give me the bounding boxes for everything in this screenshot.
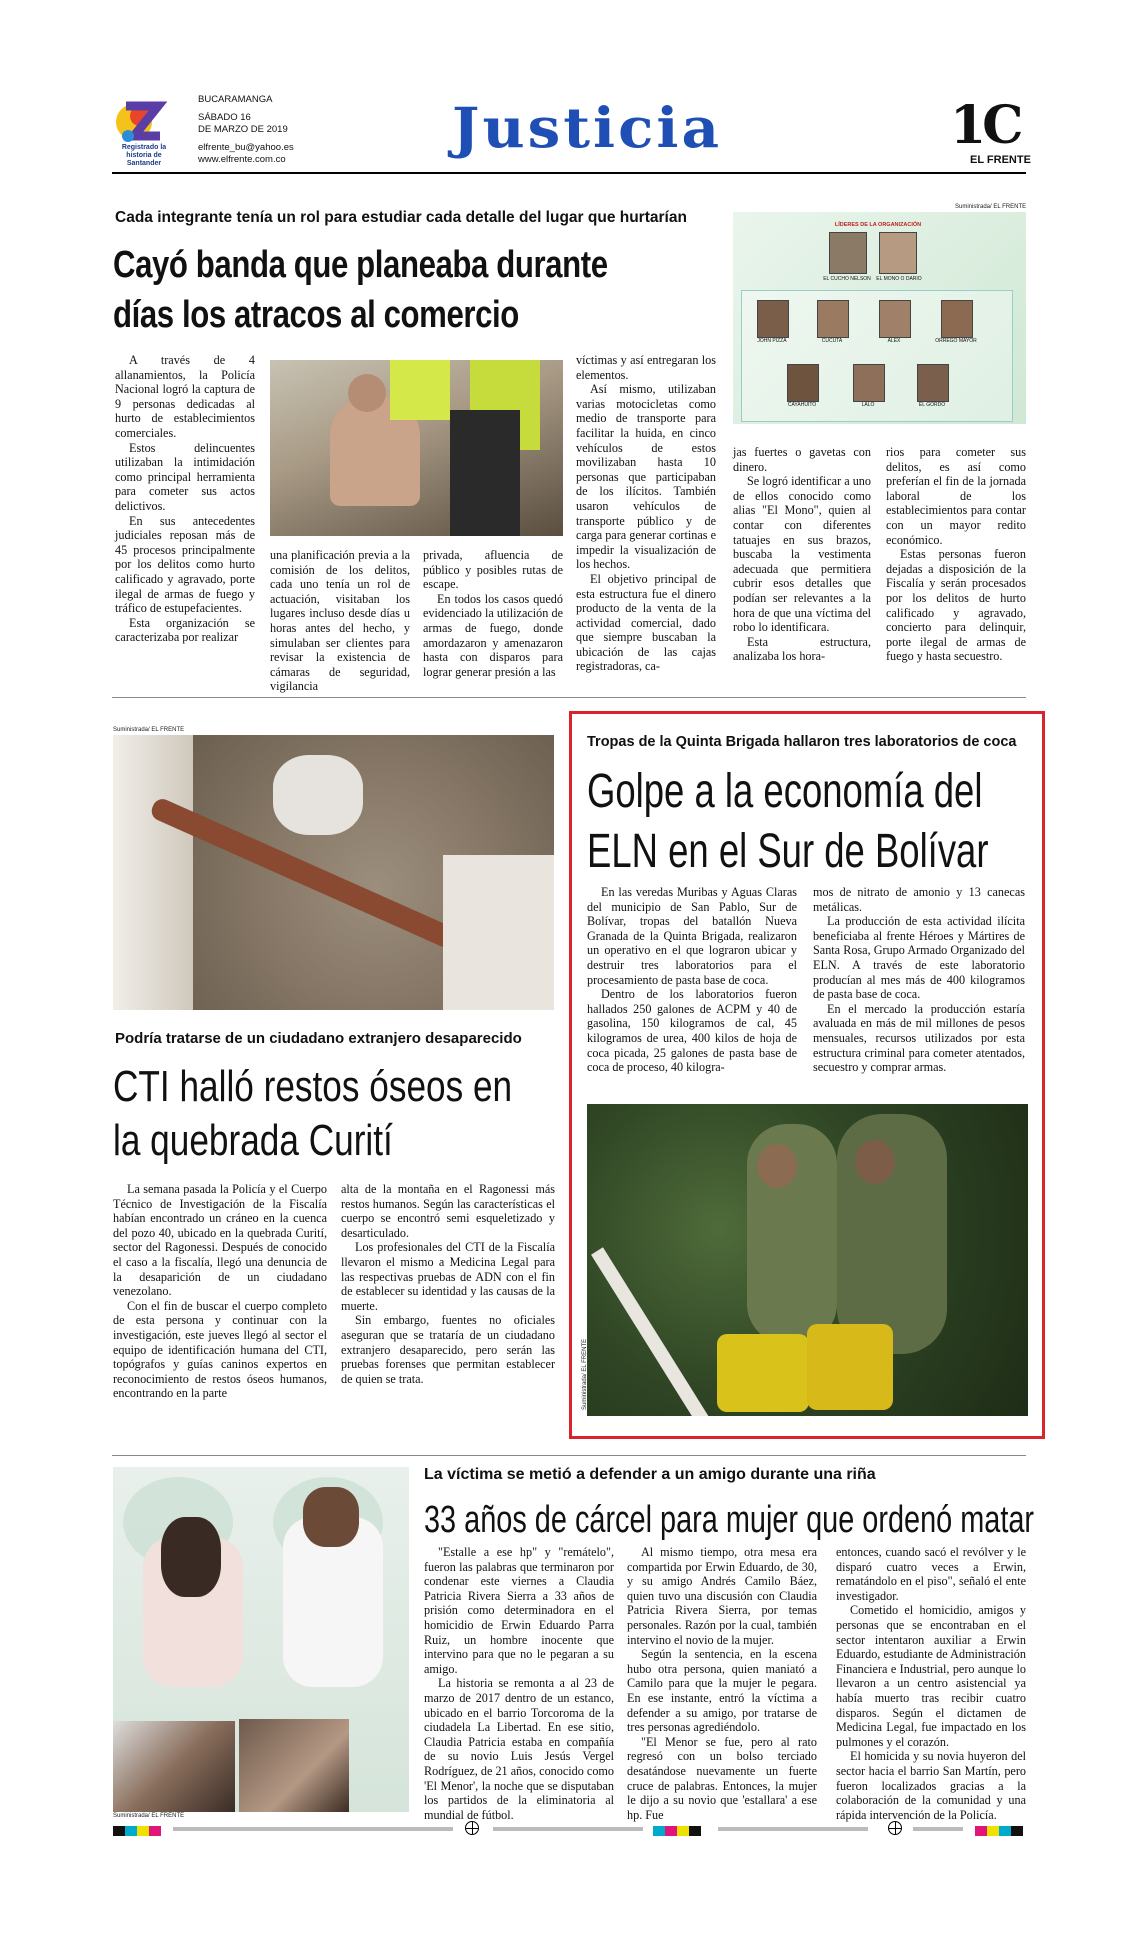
story1-para: A través de 4 allanamientos, la Policía Nacional logró la captura de 9 personas dedicadas al hurto de establecimientos comerciales. xyxy=(115,353,255,440)
section-divider xyxy=(112,1455,1026,1456)
story1-para: En sus antecedentes judiciales reposan más de 45 procesos principalmente por los delitos como hurto calificado y agravado, porte ilegal de armas de fuego y tráfico de estupefacientes. xyxy=(115,513,255,616)
logo xyxy=(112,96,192,170)
story3-para: En el mercado la producción estaría avaluada en más de mil millones de pesos mensuales, recursos utilizados por esta estructura criminal para cometer atentados, secuestro y comprar armas. xyxy=(813,1001,1025,1075)
story4-column-2 xyxy=(627,1545,817,1822)
story1-para: rios para cometer sus delitos, es así como preferían el fin de la jornada laboral de los establecimientos para contar con un mayor redito económico. xyxy=(886,445,1026,547)
member-photo xyxy=(941,300,973,338)
story3-photo xyxy=(587,1104,1028,1416)
story1-para: En todos los casos quedó evidenciado la utilización de armas de fuego, donde amordazaron y amenazaron hasta con disparos para lograr generar presión a las xyxy=(423,591,563,679)
story4-para: El homicida y su novia huyeron del sector hacia el barrio San Martín, pero fueron localizados gracias a la colaboración de la comunidad y una rápida intervención de la Policía. xyxy=(836,1749,1026,1822)
story3-kicker: Tropas de la Quinta Brigada hallaron tres laboratorios de coca xyxy=(587,734,1017,750)
story2-para: alta de la montaña en el Ragonessi más restos humanos. Según las características el cuerpo se encontró semi esqueletizado y desarticulado. xyxy=(341,1182,555,1240)
story3-column-1 xyxy=(587,885,797,1075)
story3-headline-line1: Golpe a la economía del xyxy=(587,765,983,818)
story4-para: La historia se remonta a al 23 de marzo de 2017 dentro de un estanco, ubicado en el barrio Torcoroma de la ciudadela La Libertad. En ese sitio, Claudia Patricia estaba en compañía de su novio Luis Jesús Vergel Rodríguez, de 21 años, conocido como 'El Menor', la noche que se disputaban los partidos de la eliminatoria al mundial de fútbol. xyxy=(424,1676,614,1822)
story1-column-6 xyxy=(886,445,1026,664)
story1-para: privada, afluencia de público y posibles rutas de escape. xyxy=(423,548,563,592)
page-number: 1C xyxy=(950,95,1020,156)
masthead-info xyxy=(198,94,294,166)
story1-para: Se logró identificar a uno de ellos conocido como alias "El Mono", quien al contar con diferentes tatuajes en sus brazos, buscaba la vestimenta adecuada que permitiera cubrir esos detalles que podían ser relevantes a la hora de que una víctima del robo lo identificara. xyxy=(733,474,871,635)
member-photo xyxy=(817,300,849,338)
story4-headline: 33 años de cárcel para mujer que ordenó matar xyxy=(424,1499,1035,1541)
story1-para: Estos delincuentes utilizaban la intimidación como principal herramienta para cometer sus actos delictivos. xyxy=(115,440,255,513)
story1-para: víctimas y así entregaran los elementos. xyxy=(576,353,716,382)
masthead-website[interactable]: www.elfrente.com.co xyxy=(198,154,286,165)
story4-para: entonces, cuando sacó el revólver y le disparó cuatro veces a Erwin, rematándolo en el piso", señaló el ente investigador. xyxy=(836,1545,1026,1603)
member-name: ALEX xyxy=(887,338,901,344)
member-photo xyxy=(787,364,819,402)
story3-headline xyxy=(587,762,988,882)
story3-para: Dentro de los laboratorios fueron hallados 250 galones de ACPM y 40 de gasolina, 150 kilogramos de cal, 45 kilogramos de urea, 400 kilos de hoja de coca picada, 25 galones de pasta base de coca de proceso, 40 kilogra- xyxy=(587,987,797,1075)
story4-para: "Estalle a ese hp" y "remátelo", fueron las palabras que terminaron por condenar este viernes a Claudia Patricia Rivera Sierra a 33 años de prisión como determinadora en el homicidio de Erwin Eduardo Parra Ruiz, un hombre inocente que intervino para que no le pegaran a su amigo. xyxy=(424,1545,614,1676)
story1-para: Esta estructura, analizaba los hora- xyxy=(733,634,871,664)
section-divider xyxy=(112,697,1026,698)
story2-headline-line1: CTI halló restos óseos en xyxy=(113,1062,513,1111)
story2-headline xyxy=(113,1060,512,1168)
color-registration-bar xyxy=(113,1823,1026,1835)
story3-headline-line2: ELN en el Sur de Bolívar xyxy=(587,825,989,878)
member-photo xyxy=(853,364,885,402)
story1-para: jas fuertes o gavetas con dinero. xyxy=(733,445,871,474)
story4-column-1 xyxy=(424,1545,614,1822)
story4-para: Según la sentencia, en la escena hubo otra persona, quien maniató a Camilo para que la mujer le pegara. En ese instante, entró la víctima a defender a su amigo, por tratarse de tres personas agrediéndolo. xyxy=(627,1647,817,1735)
story4-para: Cometido el homicidio, amigos y personas que se encontraban en el sector intentaron auxiliar a Erwin Eduardo, estudiante de Administración Financiera e Industrial, pero aunque lo llevaron a un centro asistencial ya había muerto tras recibir cuatro disparos. Según el dictamen de Medicina Legal, fue impactado en los pulmones y el corazón. xyxy=(836,1603,1026,1749)
story3-para: En las veredas Muribas y Aguas Claras del municipio de San Pablo, Sur de Bolívar, tropas del batallón Nueva Granada de la Quinta Brigada, realizaron un operativo en el que lograron ubicar y destruir tres laboratorios para el procesamiento de pasta base de coca. xyxy=(587,885,797,987)
story1-column-1 xyxy=(115,353,255,645)
registration-mark-icon xyxy=(888,1821,902,1835)
masthead-date-2: DE MARZO DE 2019 xyxy=(198,124,288,135)
story1-para: Estas personas fueron dejadas a disposición de la Fiscalía y serán procesados por los delitos de hurto calificado y agravado, concierto para delinquir, porte ilegal de armas de fuego y hastа secuestro. xyxy=(886,547,1026,664)
masthead-email[interactable]: elfrente_bu@yahoo.es xyxy=(198,142,294,153)
story2-para: Con el fin de buscar el cuerpo completo de esta persona y continuar con la investigación, este jueves llegó al sector el equipo de identificación humana del CTI, topógrafos y guías caninos expertos en reconocimiento de restos óseos humanos, encontrando en la parte xyxy=(113,1298,327,1401)
story1-photo xyxy=(270,360,563,536)
story2-photo-credit: Suministrada/ EL FRENTE xyxy=(113,727,185,733)
story3-column-2 xyxy=(813,885,1025,1075)
story2-para: La semana pasada la Policía y el Cuerpo Técnico de Investigación de la Fiscalía habían encontrado un cráneo en la cuenca del pozo 40, ubicado en la quebrada Curití, sector del Ragonessi. Después de conocido el caso a la fiscalía, llegó una denuncia de la desaparición de un ciudadano venezolano. xyxy=(113,1182,327,1299)
story2-para: Los profesionales del CTI de la Fiscalía llevaron el mismo a Medicina Legal para las respectivas pruebas de ADN con el fin de establecer su identidad y las causas de la muerte. xyxy=(341,1240,555,1313)
story1-para: El objetivo principal de esta estructura fue el dinero producto de la venta de la actividad comercial, dado que siempre buscaban la ubicación de las cajas registradoras, ca- xyxy=(576,571,716,674)
story3-para: La producción de esta actividad ilícita beneficiaba al frente Héroes y Mártires de Santa Rosa, Grupo Armado Organizado del ELN. A través de este laboratorio producían al mes más de 400 kilogramos de pasta base de coca. xyxy=(813,914,1025,1002)
story2-para: Sin embargo, fuentes no oficiales aseguran que se trataría de un ciudadano extranjero desaparecido, pero serán las pruebas forenses que permitan establecer de quien se trata. xyxy=(341,1313,555,1386)
member-photo xyxy=(879,300,911,338)
masthead-rule xyxy=(112,172,1026,174)
leader-name: EL CUCHO NELSON xyxy=(823,276,871,282)
story1-headline xyxy=(113,240,608,340)
story2-column-2 xyxy=(341,1182,555,1386)
leader-photo xyxy=(829,232,867,274)
story3-para: mos de nitrato de amonio y 13 canecas metálicas. xyxy=(813,885,1025,914)
story4-photo-credit: Suministrada/ EL FRENTE xyxy=(113,1813,185,1819)
registration-mark-icon xyxy=(465,1821,479,1835)
masthead-city: BUCARAMANGA xyxy=(198,94,273,105)
story1-column-2 xyxy=(270,548,410,694)
member-photo xyxy=(757,300,789,338)
story1-column-4 xyxy=(576,353,716,674)
member-name: CUCUTA xyxy=(821,338,843,344)
story2-kicker: Podría tratarse de un ciudadano extranjero desaparecido xyxy=(115,1030,522,1047)
story4-photo xyxy=(113,1467,409,1812)
member-name: JOHN PIZZA xyxy=(757,338,787,344)
story4-column-3 xyxy=(836,1545,1026,1822)
org-chart xyxy=(733,212,1026,424)
leader-photo xyxy=(879,232,917,274)
story4-para: Al mismo tiempo, otra mesa era compartida por Erwin Eduardo, de 30, y su amigo Andrés Camilo Báez, quien tuvo una discusión con Claudia Patricia Rivera Sierra, por temas personales. Razón por la cual, también intervino el novio de la mujer. xyxy=(627,1545,817,1647)
story3-photo-credit: Suministrada/ EL FRENTE xyxy=(582,1338,588,1410)
story2-photo xyxy=(113,735,554,1010)
member-name: LALO xyxy=(861,402,875,408)
logo-tagline: Registrado la historia de Santander xyxy=(121,144,167,167)
masthead-date-1: SÁBADO 16 xyxy=(198,112,251,123)
leader-name: EL MONO O DARIO xyxy=(876,276,922,282)
story4-kicker: La víctima se metió a defender a un amigo durante una riña xyxy=(424,1466,876,1483)
page-paper-name: EL FRENTE xyxy=(970,154,1031,166)
story1-headline-line1: Cayó banda que planeaba durante xyxy=(113,244,608,286)
story1-headline-line2: días los atracos al comercio xyxy=(113,294,519,336)
story1-para: Así mismo, utilizaban varias motocicletas como medio de transporte para facilitar la huida, en cinco vehículos de estos movilizaban hasta 10 personas que participaban de los ilícitos. También usaron vehículos de transporte público y de carga para generar cortinas e impedir la visualización de los hechos. xyxy=(576,382,716,572)
story2-column-1 xyxy=(113,1182,327,1401)
story1-column-5 xyxy=(733,445,871,664)
section-title: Justicia xyxy=(452,95,723,161)
story1-chart-credit: Suministrada/ EL FRENTE xyxy=(955,204,1027,210)
member-name: CAYAHUITO xyxy=(787,402,817,408)
story1-para: una planificación previa a la comisión de los delitos, cada uno tenía un rol de actuación, visitaban los lugares incluso desde días u horas antes del hecho, y simulaban ser clientes para revisar la existencia de cámaras de seguridad, vigilancia xyxy=(270,548,410,694)
story2-headline-line2: la quebrada Curití xyxy=(113,1116,393,1165)
story1-para: Esta organización se caracterizaba por realizar xyxy=(115,615,255,645)
member-name: ORREGO MAYOR xyxy=(935,338,977,344)
story1-kicker: Cada integrante tenía un rol para estudiar cada detalle del lugar que hurtarían xyxy=(115,209,687,226)
story4-para: "El Menor se fue, pero al rato regresó con un bolso terciado desatándose nuevamente un fuerte cruce de palabras. Entonces, la mujer le dijo a su novio que 'estallara' a ese hp. Fue xyxy=(627,1734,817,1822)
member-photo xyxy=(917,364,949,402)
member-name: EL GORDO xyxy=(918,402,946,408)
org-chart-title: LÍDERES DE LA ORGANIZACIÓN xyxy=(834,222,922,228)
story1-column-3 xyxy=(423,548,563,679)
